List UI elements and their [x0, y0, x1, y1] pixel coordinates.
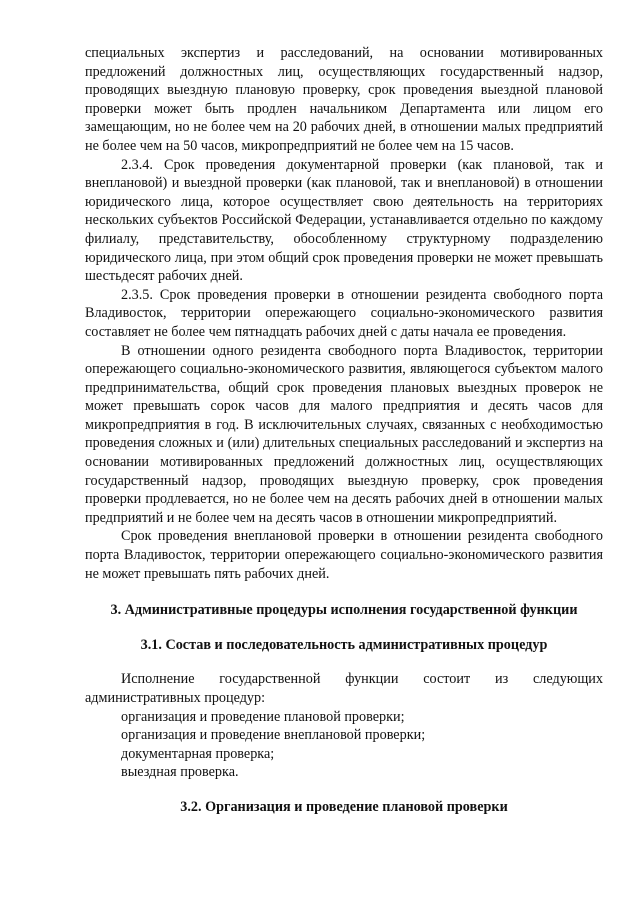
- paragraph: В отношении одного резидента свободного порта Владивосток, территории опережающего социально-экономического развития, являющегося субъектом малого предпринимательства, общий срок проведения плановых выездных проверок не может превышать сорок часов для малого предприятия и десять часов для микропредприятия в год. В исключительных случаях, связанных с необходимостью проведения сложных и (или) длительных специальных расследований и экспертиз на основании мотивированных предложений должностных лиц, осуществляющих государственный надзор, проводящих выездную проверку, срок проведения проверки продлевается, но не более чем на десять рабочих дней в отношении малых предприятий и не более чем на десять часов в отношении микропредприятий.: [85, 342, 603, 526]
- paragraph-2-3-4: 2.3.4. Срок проведения документарной проверки (как плановой, так и внеплановой) и выездной проверки (как плановой, так и внеплановой) в отношении юридического лица, которое осуществляет свою деятельность на территориях нескольких субъектов Российской Федерации, устанавливается отдельно по каждому филиалу, представительству, обособленному структурному подразделению юридического лица, при этом общий срок проведения проверки не может превышать шестьдесят рабочих дней.: [85, 156, 603, 285]
- list-item: выездная проверка.: [121, 764, 239, 781]
- procedure-list: [85, 708, 603, 782]
- document-body: [85, 44, 603, 817]
- section-heading: 3. Административные процедуры исполнения государственной функции: [110, 602, 578, 619]
- list-item: документарная проверка;: [121, 745, 275, 762]
- paragraph: Исполнение государственной функции состоит из следующих административных процедур:: [85, 671, 603, 706]
- list-item: организация и проведение внеплановой проверки;: [121, 727, 426, 744]
- subsection-heading: 3.1. Состав и последовательность административных процедур: [140, 636, 548, 653]
- paragraph: Срок проведения внеплановой проверки в отношении резидента свободного порта Владивосток, территории опережающего социально-экономического развития не может превышать пять рабочих дней.: [85, 528, 603, 582]
- paragraph: специальных экспертиз и расследований, на основании мотивированных предложений должностных лиц, осуществляющих государственный надзор, проводящих выездную плановую проверку, срок проведения выездной плановой проверки может быть продлен начальником Департамента или лицом его замещающим, но не более чем на 20 рабочих дней, в отношении малых предприятий не более чем на 50 часов, микропредприятий не более чем на 15 часов.: [85, 45, 603, 154]
- list-item: организация и проведение плановой проверки;: [121, 708, 405, 725]
- subsection-heading: 3.2. Организация и проведение плановой проверки: [180, 798, 508, 815]
- paragraph-2-3-5: 2.3.5. Срок проведения проверки в отношении резидента свободного порта Владивосток, территории опережающего социально-экономического развития составляет не более чем пятнадцать рабочих дней с даты начала ее проведения.: [85, 286, 603, 340]
